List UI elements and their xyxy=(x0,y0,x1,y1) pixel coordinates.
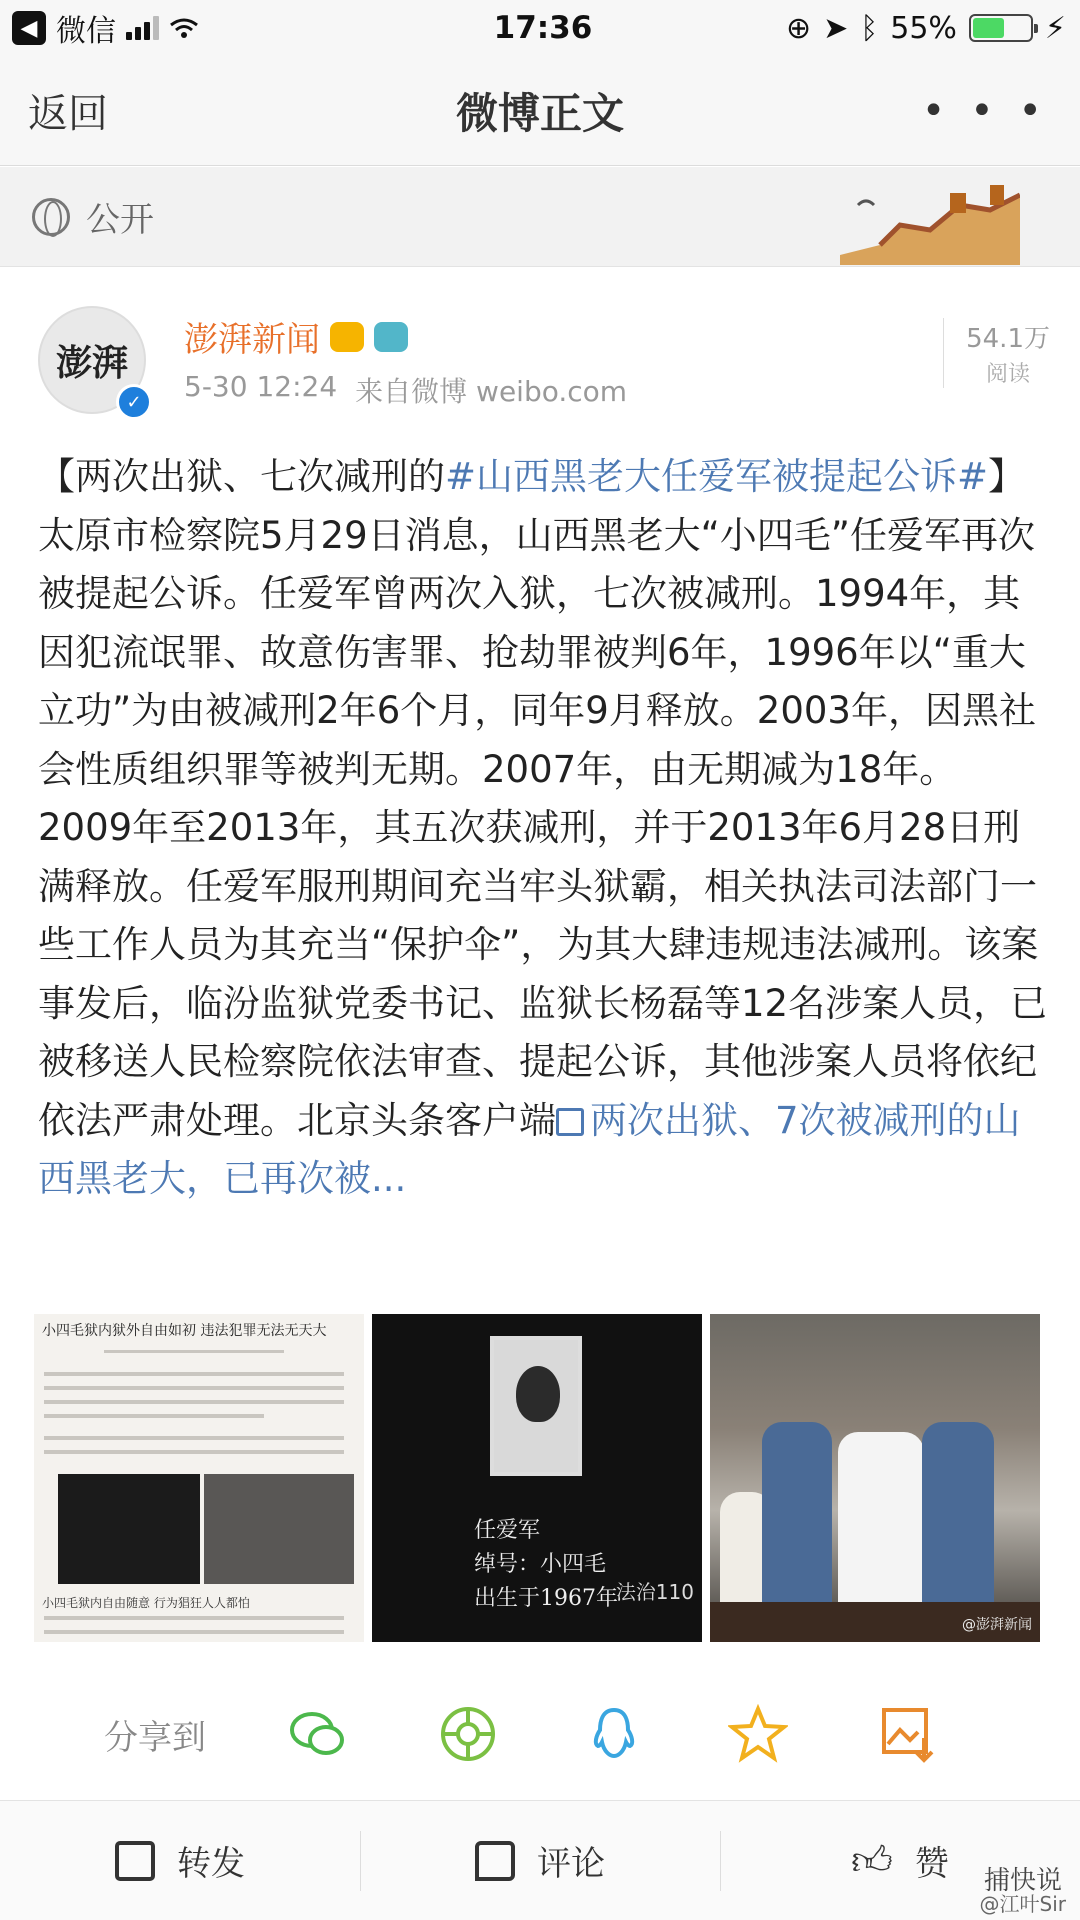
back-button[interactable]: 返回 xyxy=(28,91,108,137)
post-image-2[interactable] xyxy=(372,1314,702,1642)
source-watermark-handle: @江叶Sir xyxy=(979,1892,1066,1916)
avatar-text: 澎湃 xyxy=(55,341,128,384)
charging-icon: ⚡ xyxy=(1044,10,1066,46)
camera-badge-icon[interactable] xyxy=(374,322,408,352)
qq-icon[interactable] xyxy=(584,1704,644,1764)
post-text-prefix: 【两次出狱、七次减刑的 xyxy=(38,455,445,498)
more-options-button[interactable]: • • • xyxy=(921,87,1048,134)
moments-icon[interactable] xyxy=(438,1704,498,1764)
article-link-text: 两次出狱、7次被减刑的山西黑老大，已再次被... xyxy=(38,1098,1021,1200)
image-headline: 小四毛狱内狱外自由如初 违法犯罪无法无天大 xyxy=(42,1323,327,1339)
comment-label: 评论 xyxy=(537,1844,605,1884)
read-count-label: 阅读 xyxy=(986,362,1031,387)
verified-badge-icon: ✓ xyxy=(116,384,152,420)
save-image-icon[interactable] xyxy=(878,1704,938,1764)
repost-icon xyxy=(115,1841,155,1881)
post-source: 来自微博 weibo.com xyxy=(355,375,628,408)
like-label: 赞 xyxy=(914,1844,949,1884)
comment-icon xyxy=(475,1841,515,1881)
repost-label: 转发 xyxy=(177,1844,245,1884)
thumbs-up-icon: 👍︎ xyxy=(851,1837,893,1884)
battery-icon xyxy=(969,14,1033,42)
wechat-icon[interactable] xyxy=(288,1704,348,1764)
back-to-app-icon[interactable]: ◀ xyxy=(12,11,46,45)
action-bar xyxy=(0,1800,1080,1920)
mugshot-caption: 任爱军 绰号：小四毛 出生于1967年 xyxy=(474,1518,618,1611)
qzone-icon[interactable] xyxy=(728,1704,788,1764)
status-bar xyxy=(0,0,1080,56)
bluetooth-icon: ᛒ xyxy=(860,10,879,46)
navigation-bar xyxy=(0,56,1080,166)
vip-crown-icon[interactable] xyxy=(330,322,364,352)
post-image-3[interactable] xyxy=(710,1314,1040,1642)
post-images xyxy=(34,1314,1046,1642)
post-date: 5-30 12:24 xyxy=(184,370,338,403)
visibility-row xyxy=(0,167,1080,267)
wifi-icon xyxy=(169,17,199,39)
comment-button[interactable] xyxy=(360,1801,720,1920)
signal-icon xyxy=(126,16,159,40)
post-body xyxy=(38,448,1048,1209)
author-row xyxy=(184,312,408,361)
source-watermark: 捕快说 xyxy=(983,1866,1062,1896)
visibility-label: 公开 xyxy=(86,200,154,240)
post-meta xyxy=(184,370,627,410)
hashtag-link[interactable]: #山西黑老大任爱军被提起公诉# xyxy=(445,455,989,498)
location-icon: ➤ xyxy=(823,10,849,46)
link-icon xyxy=(556,1108,584,1136)
share-row xyxy=(0,1686,1080,1782)
great-wall-decoration-icon xyxy=(840,185,1020,265)
author-name[interactable]: 澎湃新闻 xyxy=(184,320,320,360)
lock-rotation-icon: ⊕ xyxy=(785,10,812,46)
tv-watermark: 法治110 xyxy=(615,1580,694,1604)
mugshot-photo xyxy=(490,1336,582,1476)
page-title: 微博正文 xyxy=(455,88,624,138)
share-label: 分享到 xyxy=(104,1717,206,1758)
clock: 17:36 xyxy=(493,10,593,46)
image-subheadline: 小四毛狱内自由随意 行为猖狂人人都怕 xyxy=(42,1596,250,1610)
globe-icon xyxy=(32,198,70,236)
photo-watermark: @澎湃新闻 xyxy=(962,1617,1032,1633)
battery-percent: 55% xyxy=(890,10,957,46)
carrier-label: 微信 xyxy=(56,14,116,49)
read-count xyxy=(943,318,1050,388)
post-image-1[interactable] xyxy=(34,1314,364,1642)
repost-button[interactable] xyxy=(0,1801,360,1920)
image-inset-weapons xyxy=(204,1474,354,1584)
image-inset-portrait xyxy=(58,1474,200,1584)
post-text-body: 】太原市检察院5月29日消息，山西黑老大“小四毛”任爱军再次被提起公诉。任爱军曾两次入狱，七次被减刑。1994年，其因犯流氓罪、故意伤害罪、抢劫罪被判6年，1996年以“重大立功”为由被减刑2年6个月，同年9月释放。2003年，因黑社会性质组织罪等被判无期。2007年，由无期减为18年。2009年至2013年，其五次获减刑，并于2013年6月28日刑满释放。任爱军服刑期间充当牢头狱霸，相关执法司法部门一些工作人员为其充当“保护伞”，为其大肆违规违法减刑。该案事发后，临汾监狱党委书记、监狱长杨磊等12名涉案人员，已被移送人民检察院依法审查、提起公诉，其他涉案人员将依纪依法严肃处理。北京头条客户端 xyxy=(38,455,1048,1142)
read-count-value: 54.1万 xyxy=(966,324,1050,354)
